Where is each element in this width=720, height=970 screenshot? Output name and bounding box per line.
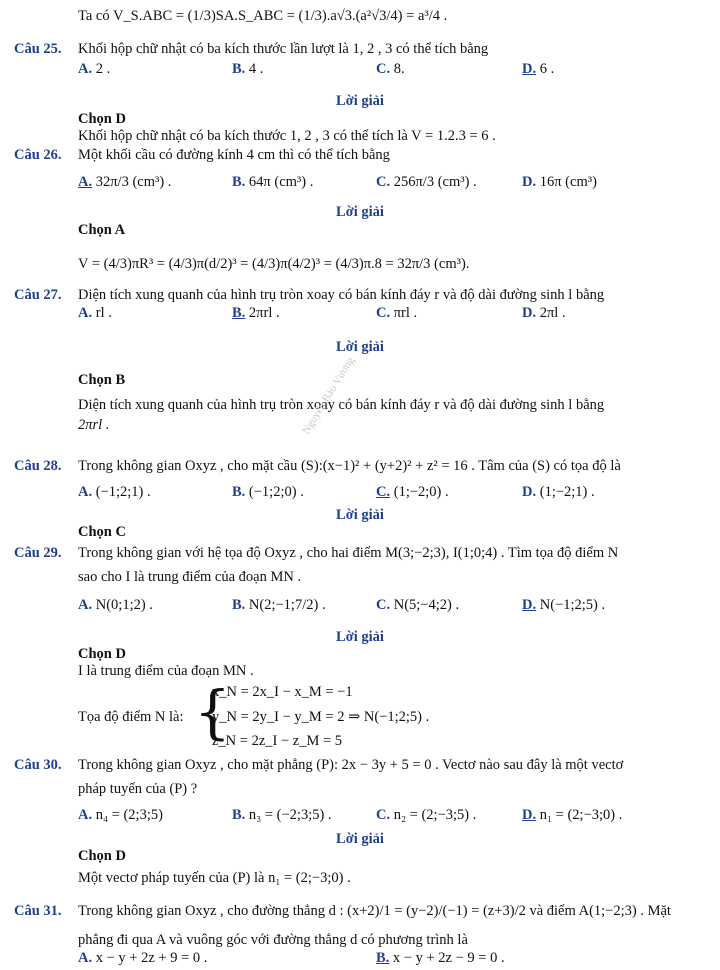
q25-option-b: B. 4 . [232, 61, 264, 77]
q30-solution: Một vectơ pháp tuyến của (P) là n₁ = (2;−3;0) . [78, 870, 351, 886]
q28-solution-header: Lời giải [336, 507, 384, 523]
q28-option-b: B. (−1;2;0) . [232, 484, 304, 500]
q25-option-a: A. 2 . [78, 61, 111, 77]
q29-solution-header: Lời giải [336, 629, 384, 645]
question-31-text-line-1: Trong không gian Oxyz , cho đường thẳng d : (x+2)/1 = (y−2)/(−1) = (z+3)/2 và điểm A(1;−2;3) . Mặt [78, 903, 671, 919]
question-25-number: Câu 25. [14, 41, 62, 57]
q29-option-a: A. N(0;1;2) . [78, 597, 153, 613]
q25-solution-header: Lời giải [336, 93, 384, 109]
q26-option-a: A. 32π/3 (cm³) . [78, 174, 172, 190]
q26-option-c: C. 256π/3 (cm³) . [376, 174, 477, 190]
system-brace: { [194, 678, 231, 746]
q31-option-b: B. x − y + 2z − 9 = 0 . [376, 950, 505, 966]
question-30-text-line-2: pháp tuyến của (P) ? [78, 781, 198, 797]
q29-system-line-2: y_N = 2y_I − y_M = 2 ⇒ N(−1;2;5) . [212, 709, 430, 725]
question-31-number: Câu 31. [14, 903, 62, 919]
q25-answer: Chọn D [78, 111, 126, 127]
question-27-number: Câu 27. [14, 287, 62, 303]
q30-answer: Chọn D [78, 848, 126, 864]
question-28-text: Trong không gian Oxyz , cho mặt cầu (S):(x−1)² + (y+2)² + z² = 16 . Tâm của (S) có tọa độ là [78, 458, 621, 474]
q27-answer: Chọn B [78, 372, 126, 388]
q29-solution-line-1: I là trung điểm của đoạn MN . [78, 663, 254, 679]
q28-option-c: C. (1;−2;0) . [376, 484, 449, 500]
q26-solution: V = (4/3)πR³ = (4/3)π(d/2)³ = (4/3)π(4/2)³ = (4/3)π.8 = 32π/3 (cm³). [78, 256, 470, 272]
q26-solution-header: Lời giải [336, 204, 384, 220]
q26-option-d: D. 16π (cm³) [522, 174, 597, 190]
question-29-number: Câu 29. [14, 545, 62, 561]
q30-option-a: A. n₄ = (2;3;5) [78, 807, 163, 823]
q29-system-line-1: x_N = 2x_I − x_M = −1 [212, 684, 353, 700]
q25-option-d: D. 6 . [522, 61, 555, 77]
q30-option-c: C. n₂ = (2;−3;5) . [376, 807, 477, 823]
q28-answer: Chọn C [78, 524, 126, 540]
question-27-text: Diện tích xung quanh của hình trụ tròn xoay có bán kính đáy r và độ dài đường sinh l bằng [78, 287, 605, 303]
q27-solution-header: Lời giải [336, 339, 384, 355]
q27-option-a: A. rl . [78, 305, 112, 321]
question-31-text-line-2: phẳng đi qua A và vuông góc với đường thẳng d có phương trình là [78, 932, 468, 948]
q31-option-a: A. x − y + 2z + 9 = 0 . [78, 950, 208, 966]
q30-solution-header: Lời giải [336, 831, 384, 847]
q28-option-d: D. (1;−2;1) . [522, 484, 595, 500]
intro-line: Ta có V_S.ABC = (1/3)SA.S_ABC = (1/3).a√3.(a²√3/4) = a³/4 . [78, 8, 448, 24]
q29-option-b: B. N(2;−1;7/2) . [232, 597, 326, 613]
q26-option-b: B. 64π (cm³) . [232, 174, 314, 190]
question-28-number: Câu 28. [14, 458, 62, 474]
watermark: Nguyễn Bảo Vương [300, 354, 358, 437]
q28-option-a: A. (−1;2;1) . [78, 484, 151, 500]
q29-solution-lead: Tọa độ điểm N là: [78, 709, 184, 725]
question-26-text: Một khối cầu có đường kính 4 cm thì có thể tích bằng [78, 147, 390, 163]
question-25-text: Khối hộp chữ nhật có ba kích thước lần lượt là 1, 2 , 3 có thể tích bằng [78, 41, 489, 57]
q30-option-d: D. n₁ = (2;−3;0) . [522, 807, 623, 823]
question-30-text-line-1: Trong không gian Oxyz , cho mặt phẳng (P): 2x − 3y + 5 = 0 . Vectơ nào sau đây là một vectơ [78, 757, 624, 773]
q29-option-d: D. N(−1;2;5) . [522, 597, 606, 613]
question-29-text-line-1: Trong không gian với hệ tọa độ Oxyz , cho hai điểm M(3;−2;3), I(1;0;4) . Tìm tọa độ điểm N [78, 545, 619, 561]
q29-option-c: C. N(5;−4;2) . [376, 597, 460, 613]
question-30-number: Câu 30. [14, 757, 62, 773]
q25-option-c: C. 8. [376, 61, 405, 77]
question-26-number: Câu 26. [14, 147, 62, 163]
q29-answer: Chọn D [78, 646, 126, 662]
q30-option-b: B. n₃ = (−2;3;5) . [232, 807, 332, 823]
q27-option-c: C. πrl . [376, 305, 418, 321]
question-29-text-line-2: sao cho I là trung điểm của đoạn MN . [78, 569, 302, 585]
q27-solution-line-2: 2πrl . [78, 417, 110, 433]
q27-solution-line-1: Diện tích xung quanh của hình trụ tròn xoay có bán kính đáy r và độ dài đường sinh l bằng [78, 397, 605, 413]
q26-answer: Chọn A [78, 222, 126, 238]
q29-system-line-3: z_N = 2z_I − z_M = 5 [212, 733, 343, 749]
q25-solution: Khối hộp chữ nhật có ba kích thước 1, 2 , 3 có thể tích là V = 1.2.3 = 6 . [78, 128, 496, 144]
q27-option-d: D. 2πl . [522, 305, 566, 321]
q27-option-b: B. 2πrl . [232, 305, 280, 321]
